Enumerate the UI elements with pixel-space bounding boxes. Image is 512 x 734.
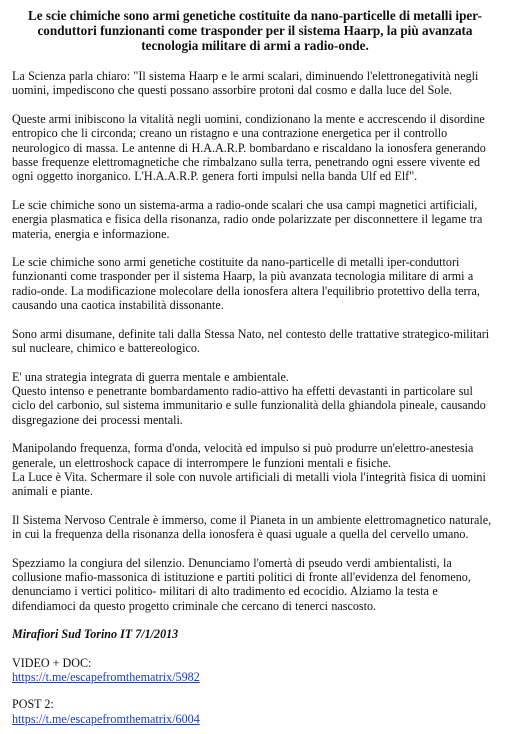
paragraph-8	[12, 513, 498, 542]
video-link[interactable]: https://t.me/escapefromthematrix/5982	[12, 670, 200, 684]
paragraph-1	[12, 69, 498, 98]
reference-label: VIDEO + DOC:	[12, 655, 92, 670]
paragraph-text: Le scie chimiche sono armi genetiche costituite da nano-particelle di metalli iper-conduttori funzionanti come trasponder per il sistema Haarp, la più avanzata tecnologia militare di armi a radio-onde. La modificazione molecolare della ionosfera altera l'equilibrio protettivo della terra, causando una caotica instabilità dissonante.	[12, 255, 480, 313]
paragraph-line: La Luce è Vita. Schermare il sole con nuvole artificiali di metalli viola l'integrità fisica di uomini animali e piante.	[12, 469, 486, 499]
paragraph-line: Manipolando frequenza, forma d'onda, velocità ed impulso si può produrre un'elettro-anestesia generale, un elettroshock capace di interrompere le funzioni mentali e fisiche.	[12, 441, 474, 470]
paragraph-4	[12, 255, 498, 313]
paragraph-text: Queste armi inibiscono la vitalità negli uomini, condizionano la mente e accrescendo il disordine entropico che li circonda; creano un ristagno e una contrazione energetica per il controllo neurologico di massa. Le antenne di H.A.A.R.P. bombardano e riscaldano la ionosfera generando basse frequenze elettromagnetiche che rimbalzano sulla terra, penetrando ogni essere vivente ed ogni oggetto inorganico. L'H.A.A.R.P. genera forti impulsi nella banda Ulf ed Elf".	[12, 111, 486, 184]
paragraph-text: Le scie chimiche sono un sistema-arma a radio-onde scalari che usa campi magnetici artificiali, energia plasmatica e fisica della risonanza, radio onde polarizzate per disconnettere il legame tra materia, energia e informazione.	[12, 197, 483, 241]
post-link[interactable]: https://t.me/escapefromthematrix/6004	[12, 711, 200, 726]
paragraph-text: La Scienza parla chiaro: "Il sistema Haarp e le armi scalari, diminuendo l'elettronegatività negli uomini, impediscono che questi possano assorbire protoni dal cosmo e dalla luce del Sole.	[12, 69, 479, 98]
paragraph-text: Spezziamo la congiura del silenzio. Denunciamo l'omertà di pseudo verdi ambientalisti, la collusione mafio-massonica di istituzione e partiti politici di fronte all'evidenza del fenomeno, denunciamo i vertici politico- militari di alto tradimento ed ecocidio. Alziamo la testa e difendiamoci da questo progetto criminale che cercano di tenerci nascosto.	[12, 555, 471, 613]
paragraph-3	[12, 198, 498, 241]
paragraph-2	[12, 112, 498, 184]
signature-line: Mirafiori Sud Torino IT 7/1/2013	[12, 627, 179, 642]
paragraph-text: Il Sistema Nervoso Centrale è immerso, come il Pianeta in un ambiente elettromagnetico naturale, in cui la frequenza della risonanza della ionosfera è quasi uguale a quella del cervello umano.	[12, 512, 492, 542]
reference-label: POST 2:	[12, 697, 54, 712]
reference-post	[12, 697, 498, 726]
reference-video	[12, 656, 498, 685]
paragraph-line: E' una strategia integrata di guerra mentale e ambientale.	[12, 369, 289, 384]
paragraph-text: Sono armi disumane, definite tali dalla Stessa Nato, nel contesto delle trattative strategico-militari sul nucleare, chimico e battereologico.	[12, 326, 490, 356]
paragraph-7	[12, 441, 498, 499]
document-title: Le scie chimiche sono armi genetiche costituite da nano-particelle di metalli iper-conduttori funzionanti come trasponder per il sistema Haarp, la più avanzata tecnologia militare di armi a radio-onde.	[27, 8, 483, 53]
paragraph-9	[12, 556, 498, 614]
paragraph-5	[12, 327, 498, 356]
paragraph-6	[12, 370, 498, 428]
paragraph-line: Questo intenso e penetrante bombardamento radio-attivo ha effetti devastanti in particolare sul ciclo del carbonio, sul sistema immunitario e sulle funzionalità della ghiandola pineale, causando disgregazione dei processi mentali.	[12, 383, 486, 427]
